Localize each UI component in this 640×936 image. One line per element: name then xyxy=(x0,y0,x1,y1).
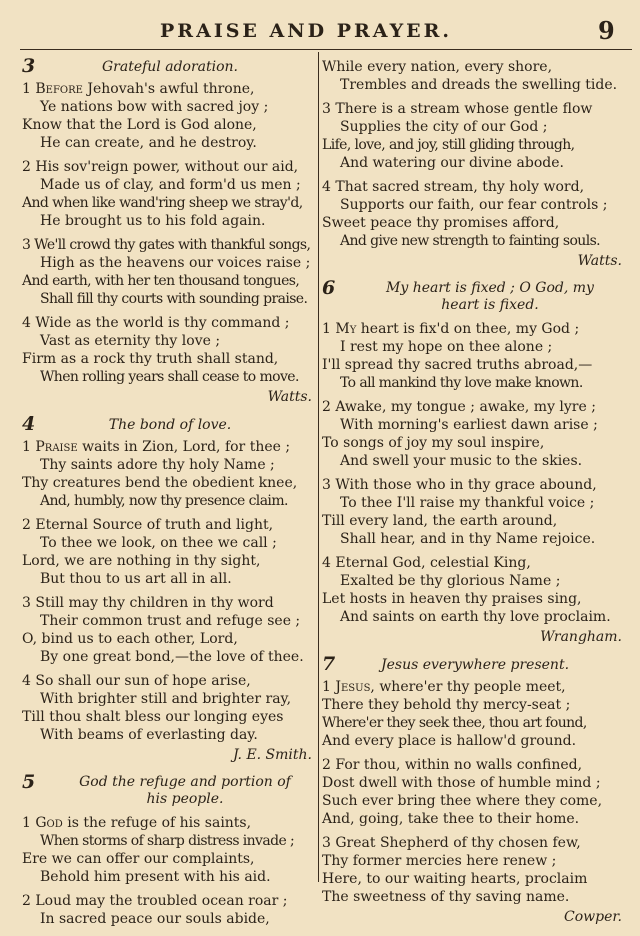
hymn-title: Jesus everywhere present. xyxy=(380,657,570,673)
hymn-7-heading xyxy=(322,653,628,676)
hymn-author: Watts. xyxy=(267,389,312,405)
verse-line: 4 That sacred stream, thy holy word, xyxy=(322,179,585,195)
verse-line: 3 We'll crowd thy gates with thankful songs, xyxy=(22,237,311,253)
verse-line: Supports our faith, our fear controls ; xyxy=(340,197,608,213)
stanza xyxy=(322,554,628,626)
verse-line: Ye nations bow with sacred joy ; xyxy=(40,99,269,115)
verse-line: With brighter still and brighter ray, xyxy=(40,691,292,707)
verse-line: Where'er they seek thee, thou art found, xyxy=(322,715,587,731)
verse-line: 2 For thou, within no walls confined, xyxy=(322,757,583,773)
stanza xyxy=(22,672,318,744)
stanza xyxy=(22,236,318,308)
stanza xyxy=(322,398,628,470)
verse-line: Firm as a rock thy truth shall stand, xyxy=(22,351,279,367)
verse-line: Thy former mercies here renew ; xyxy=(322,853,557,869)
verse-line: Let hosts in heaven thy praises sing, xyxy=(322,591,582,607)
hymn-title: The bond of love. xyxy=(108,417,232,433)
verse-line: Supplies the city of our God ; xyxy=(340,119,548,135)
verse-line: And when like wand'ring sheep we stray'd, xyxy=(22,195,303,211)
verse-line: High as the heavens our voices raise ; xyxy=(40,255,311,271)
hymn-3-heading xyxy=(22,55,318,78)
verse-line: Dost dwell with those of humble mind ; xyxy=(322,775,601,791)
right-column xyxy=(322,58,628,936)
stanza xyxy=(22,814,318,886)
stanza xyxy=(322,476,628,548)
verse-line: And give new strength to fainting souls. xyxy=(340,233,601,249)
verse-line: In sacred peace our souls abide, xyxy=(40,911,270,927)
verse-line: Life, love, and joy, still gliding through, xyxy=(322,137,575,153)
verse-line: Shall fill thy courts with sounding praise. xyxy=(40,291,308,307)
verse-line: 3 Still may thy children in thy word xyxy=(22,595,274,611)
verse-line: And every place is hallow'd ground. xyxy=(322,733,577,749)
hymn-author: Cowper. xyxy=(564,909,622,925)
hymn-6-heading xyxy=(322,277,628,318)
verse-line: Know that the Lord is God alone, xyxy=(22,117,257,133)
hymn-number: 4 xyxy=(22,413,36,435)
verse-line: To all mankind thy love make known. xyxy=(340,375,583,391)
hymn-author: Watts. xyxy=(577,253,622,269)
verse-line: Till every land, the earth around, xyxy=(322,513,558,529)
verse-line: 4 Eternal God, celestial King, xyxy=(322,555,531,571)
verse-line: 3 Great Shepherd of thy chosen few, xyxy=(322,835,581,851)
stanza xyxy=(22,892,318,928)
verse-line: And watering our divine abode. xyxy=(340,155,564,171)
stanza xyxy=(22,158,318,230)
verse-line: 4 Wide as the world is thy command ; xyxy=(22,315,290,331)
verse-line: 1 My heart is fix'd on thee, my God ; xyxy=(322,321,580,337)
verse-line: 3 There is a stream whose gentle flow xyxy=(322,101,593,117)
verse-line: 2 His sov'reign power, without our aid, xyxy=(22,159,299,175)
header-rule xyxy=(20,49,632,50)
verse-line: Thy saints adore thy holy Name ; xyxy=(40,457,275,473)
verse-line: By one great bond,—the love of thee. xyxy=(40,649,304,665)
verse-line: 4 So shall our sun of hope arise, xyxy=(22,673,251,689)
hymn-number: 6 xyxy=(322,277,336,299)
verse-line: I'll spread thy sacred truths abroad,— xyxy=(322,357,593,373)
stanza xyxy=(22,594,318,666)
verse-line: Sweet peace thy promises afford, xyxy=(322,215,560,231)
hymn-title: Grateful adoration. xyxy=(101,59,239,75)
stanza xyxy=(322,678,628,750)
verse-line: And earth, with her ten thousand tongues, xyxy=(22,273,300,289)
verse-line: Ere we can offer our complaints, xyxy=(22,851,255,867)
verse-line: Vast as eternity thy love ; xyxy=(40,333,221,349)
verse-line: Made us of clay, and form'd us men ; xyxy=(40,177,301,193)
verse-line: To thee I'll raise my thankful voice ; xyxy=(340,495,595,511)
verse-line: Shall hear, and in thy Name rejoice. xyxy=(340,531,596,547)
verse-line: 1 Jesus, where'er thy people meet, xyxy=(322,679,566,695)
verse-line: 1 Praise waits in Zion, Lord, for thee ; xyxy=(22,439,291,455)
verse-line: To songs of joy my soul inspire, xyxy=(322,435,545,451)
verse-line: He can create, and he destroy. xyxy=(40,135,257,151)
hymn-4-heading xyxy=(22,413,318,436)
verse-line: Behold him present with his aid. xyxy=(40,869,271,885)
verse-line: And, humbly, now thy presence claim. xyxy=(40,493,288,509)
stanza xyxy=(22,314,318,386)
hymn-author: Wrangham. xyxy=(540,629,622,645)
page-header xyxy=(0,18,640,48)
hymn-number: 7 xyxy=(322,653,336,675)
verse-line: O, bind us to each other, Lord, xyxy=(22,631,238,647)
stanza xyxy=(322,100,628,172)
stanza xyxy=(322,756,628,828)
column-divider xyxy=(318,52,319,882)
verse-line: Exalted be thy glorious Name ; xyxy=(340,573,561,589)
stanza xyxy=(22,438,318,510)
verse-line: Their common trust and refuge see ; xyxy=(40,613,301,629)
stanza xyxy=(322,58,628,94)
verse-line: Thy creatures bend the obedient knee, xyxy=(22,475,298,491)
verse-line: He brought us to his fold again. xyxy=(40,213,266,229)
hymn-5-heading xyxy=(22,771,318,812)
verse-line: With morning's earliest dawn arise ; xyxy=(340,417,598,433)
verse-line: When rolling years shall cease to move. xyxy=(40,369,299,385)
verse-line: I rest my hope on thee alone ; xyxy=(340,339,553,355)
verse-line: Trembles and dreads the swelling tide. xyxy=(340,77,618,93)
verse-line: 2 Loud may the troubled ocean roar ; xyxy=(22,893,288,909)
verse-line: And swell your music to the skies. xyxy=(340,453,583,469)
stanza xyxy=(322,178,628,250)
verse-line: While every nation, every shore, xyxy=(322,59,553,75)
verse-line: There they behold thy mercy-seat ; xyxy=(322,697,571,713)
hymn-number: 5 xyxy=(22,771,36,793)
verse-line: 3 With those who in thy grace abound, xyxy=(322,477,597,493)
stanza xyxy=(22,80,318,152)
hymn-title: God the refuge and portion of his people. xyxy=(79,774,291,807)
verse-line: Here, to our waiting hearts, proclaim xyxy=(322,871,588,887)
verse-line: 2 Awake, my tongue ; awake, my lyre ; xyxy=(322,399,596,415)
running-title: PRAISE AND PRAYER. xyxy=(160,20,453,42)
verse-line: To thee we look, on thee we call ; xyxy=(40,535,277,551)
verse-line: Such ever bring thee where they come, xyxy=(322,793,603,809)
verse-line: 2 Eternal Source of truth and light, xyxy=(22,517,274,533)
stanza xyxy=(322,320,628,392)
verse-line: 1 God is the refuge of his saints, xyxy=(22,815,252,831)
stanza xyxy=(22,516,318,588)
verse-line: When storms of sharp distress invade ; xyxy=(40,833,295,849)
verse-line: And saints on earth thy love proclaim. xyxy=(340,609,611,625)
verse-line: The sweetness of thy saving name. xyxy=(322,889,570,905)
verse-line: And, going, take thee to their home. xyxy=(322,811,580,827)
page-number: 9 xyxy=(598,16,615,45)
verse-line: 1 Before Jehovah's awful throne, xyxy=(22,81,255,97)
verse-line: But thou to us art all in all. xyxy=(40,571,232,587)
hymn-number: 3 xyxy=(22,55,36,77)
hymn-title: My heart is fixed ; O God, my heart is fixed. xyxy=(386,280,594,313)
verse-line: With beams of everlasting day. xyxy=(40,727,258,743)
hymn-author: J. E. Smith. xyxy=(233,747,312,763)
verse-line: Till thou shalt bless our longing eyes xyxy=(22,709,284,725)
stanza xyxy=(322,834,628,906)
left-column xyxy=(22,55,318,934)
verse-line: Lord, we are nothing in thy sight, xyxy=(22,553,261,569)
